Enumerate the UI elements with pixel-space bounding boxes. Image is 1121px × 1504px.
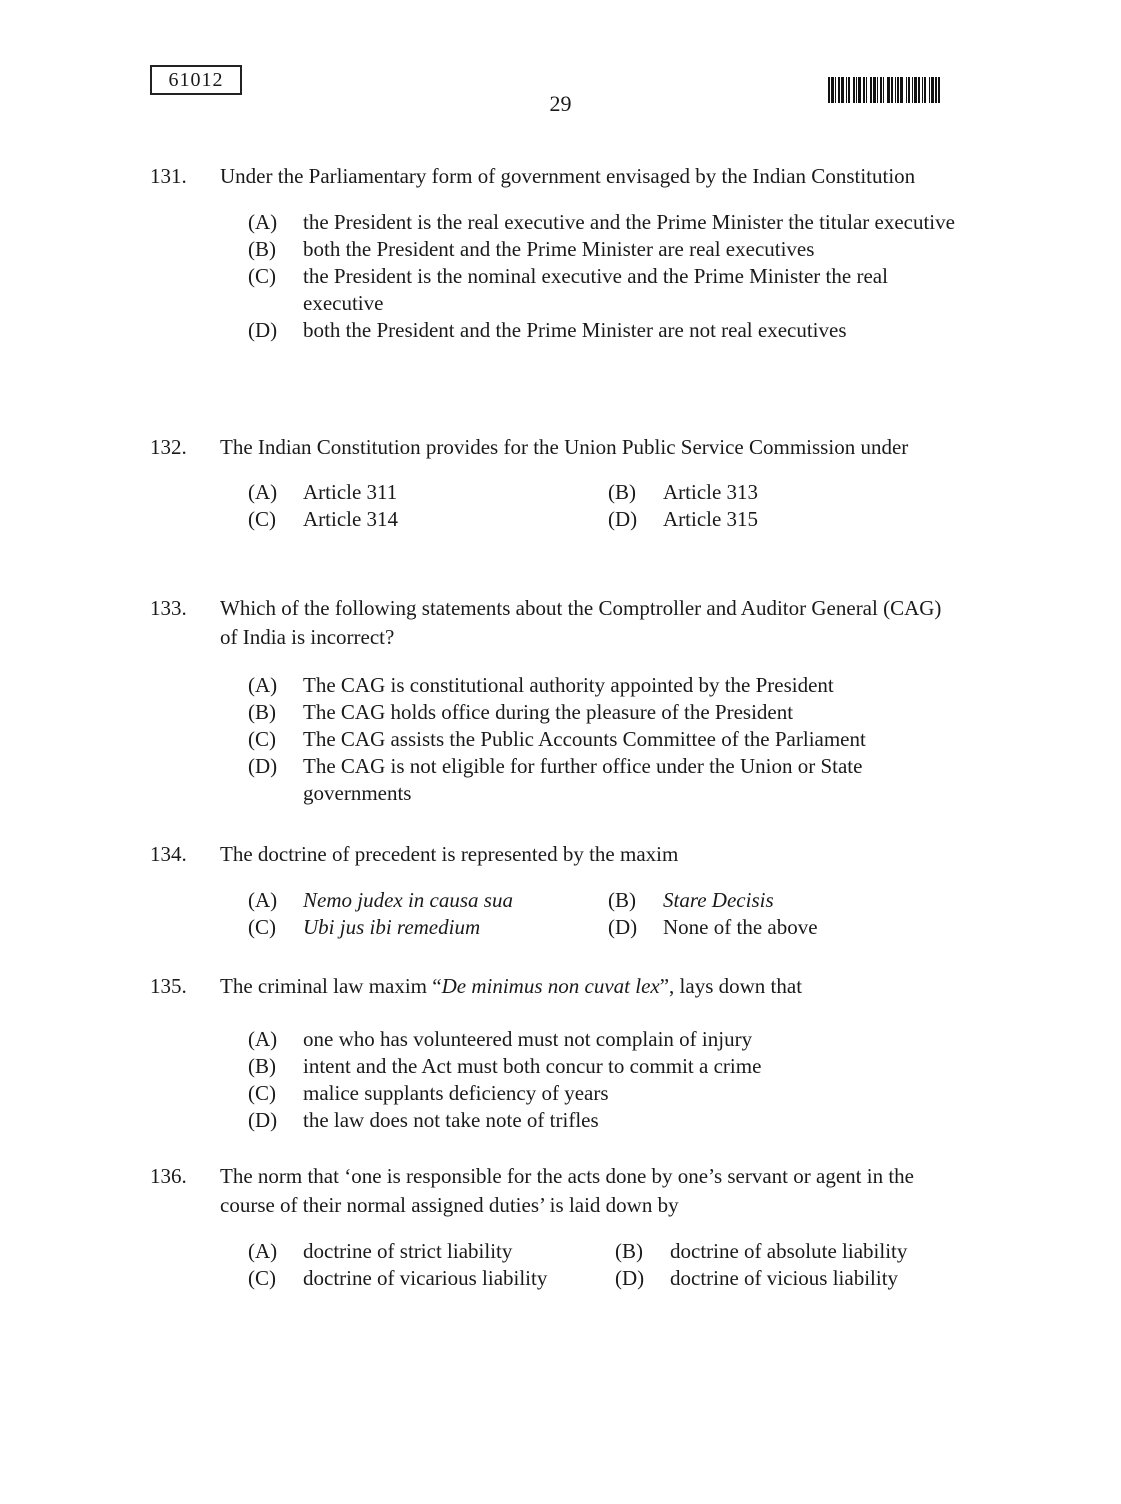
option-b [248,1053,960,1080]
question-132 [150,433,960,533]
option-a [248,887,608,914]
option-c [248,263,960,317]
question-number: 131. [150,164,187,188]
option-text: Article 313 [663,480,759,504]
option-a [248,479,608,506]
option-b [608,479,968,506]
option-text: The CAG is constitutional authority appointed by the President [303,673,834,697]
question-text-after: ”, lays down that [659,974,803,998]
maxim-text: De minimus non cuvat lex [441,974,660,998]
option-text: one who has volunteered must not complain of injury [303,1027,753,1051]
option-label: (D) [248,318,278,342]
option-d [248,753,960,807]
question-text-before: The criminal law maxim “ [220,974,442,998]
barcode [828,77,980,103]
question-136 [150,1162,960,1292]
option-d [608,914,968,941]
option-label: (D) [608,507,638,531]
question-text: Which of the following statements about the Comptroller and Auditor General (CAG) of India is incorrect? [220,596,942,649]
option-label: (C) [248,1081,276,1105]
question-text [220,972,960,1001]
option-label: (B) [608,888,636,912]
option-b [248,236,960,263]
option-label: (A) [248,1239,278,1263]
option-label: (A) [248,480,278,504]
question-text: The norm that ‘one is responsible for the acts done by one’s servant or agent in the course of their normal assigned duties’ is laid down by [220,1164,914,1217]
question-number: 135. [150,974,187,998]
option-text: both the President and the Prime Minister are real executives [303,237,815,261]
option-text: doctrine of vicious liability [670,1266,899,1290]
option-label: (A) [248,888,278,912]
question-number: 132. [150,435,187,459]
option-a [248,209,960,236]
question-number: 136. [150,1164,187,1188]
question-135 [150,972,960,1134]
option-d [248,1107,960,1134]
option-a [248,672,960,699]
option-text: the President is the real executive and the Prime Minister the titular executive [303,210,955,234]
option-text: None of the above [663,915,818,939]
option-label: (C) [248,915,276,939]
option-b [615,1238,975,1265]
question-text: Under the Parliamentary form of government envisaged by the Indian Constitution [220,164,916,188]
option-text: Ubi jus ibi remedium [303,915,481,939]
option-label: (D) [608,915,638,939]
option-text: Article 314 [303,507,399,531]
option-text: doctrine of vicarious liability [303,1266,548,1290]
page-number: 29 [549,91,572,116]
question-number: 134. [150,842,187,866]
question-text: The Indian Constitution provides for the Union Public Service Commission under [220,435,909,459]
option-text: Stare Decisis [663,888,774,912]
option-label: (C) [248,727,276,751]
option-label: (B) [615,1239,643,1263]
option-c [248,726,960,753]
paper-code-box: 61012 [150,65,242,95]
option-c [248,1080,960,1107]
option-label: (D) [615,1266,645,1290]
option-text: the law does not take note of trifles [303,1108,599,1132]
option-label: (C) [248,264,276,288]
option-text: malice supplants deficiency of years [303,1081,609,1105]
option-text: both the President and the Prime Minister are not real executives [303,318,847,342]
question-131 [150,162,960,344]
option-b [608,887,968,914]
option-c [248,1265,615,1292]
option-d [615,1265,975,1292]
option-label: (D) [248,1108,278,1132]
option-label: (C) [248,1266,276,1290]
option-label: (A) [248,1027,278,1051]
option-label: (B) [248,237,276,261]
option-label: (B) [608,480,636,504]
question-133 [150,594,960,807]
option-d [608,506,968,533]
option-label: (C) [248,507,276,531]
option-d [248,317,960,344]
option-b [248,699,960,726]
option-c [248,914,608,941]
option-text: Article 315 [663,507,759,531]
option-label: (A) [248,673,278,697]
option-label: (D) [248,754,278,778]
option-label: (A) [248,210,278,234]
option-text: Article 311 [303,480,398,504]
option-text: The CAG holds office during the pleasure of the President [303,700,794,724]
option-label: (B) [248,1054,276,1078]
option-c [248,506,608,533]
option-text: doctrine of strict liability [303,1239,513,1263]
option-text: doctrine of absolute liability [670,1239,908,1263]
option-text: The CAG is not eligible for further office under the Union or State governments [303,754,863,805]
option-a [248,1238,615,1265]
option-text: Nemo judex in causa sua [303,888,513,912]
option-a [248,1026,960,1053]
question-text: The doctrine of precedent is represented by the maxim [220,842,679,866]
option-text: the President is the nominal executive and the Prime Minister the real executive [303,264,888,315]
question-number: 133. [150,596,187,620]
option-text: The CAG assists the Public Accounts Committee of the Parliament [303,727,866,751]
option-text: intent and the Act must both concur to commit a crime [303,1054,762,1078]
question-134 [150,840,960,941]
option-label: (B) [248,700,276,724]
